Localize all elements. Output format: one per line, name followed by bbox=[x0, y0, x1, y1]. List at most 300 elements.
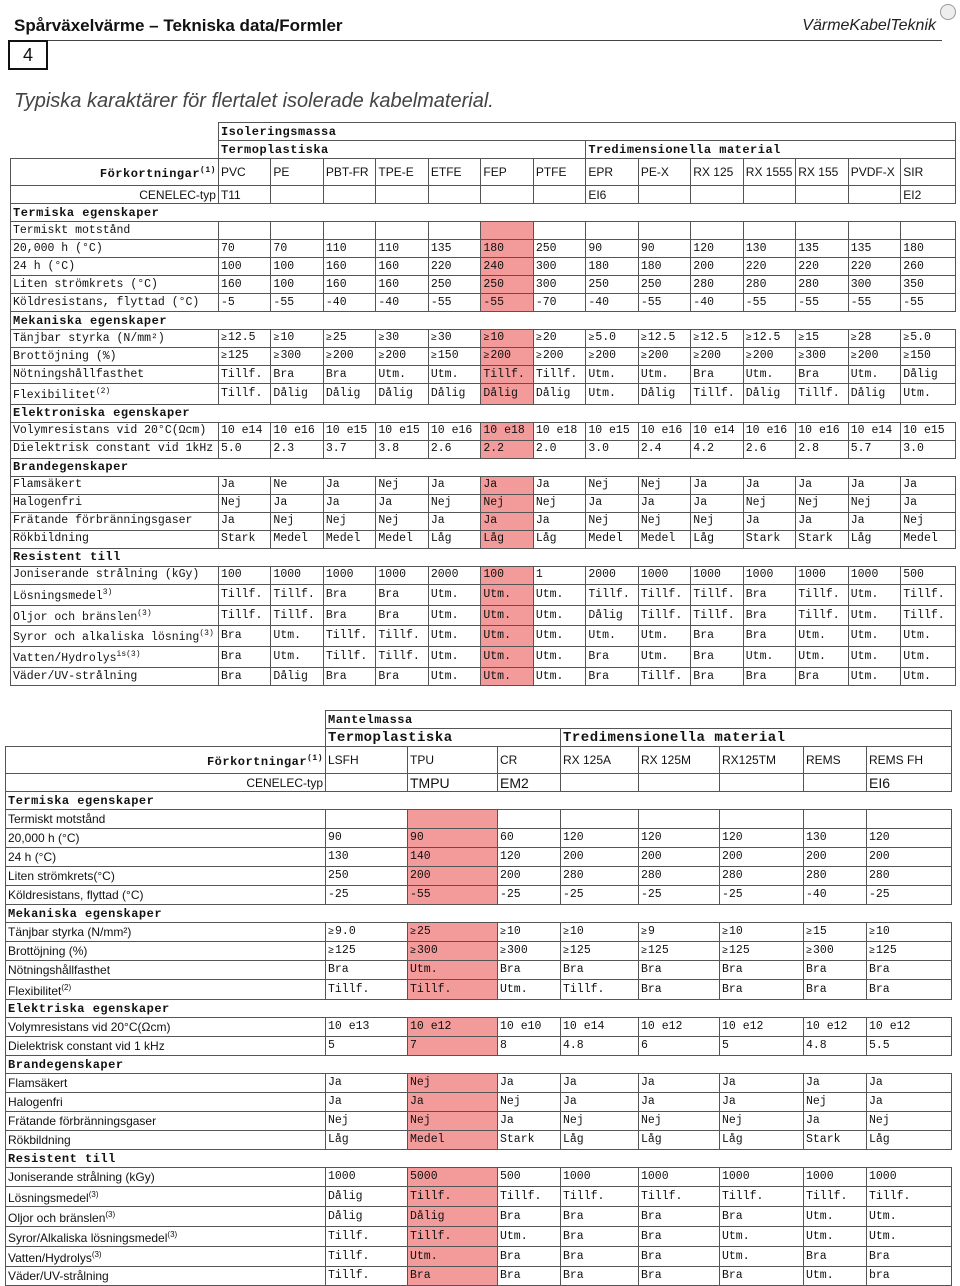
table-cell bbox=[218, 512, 270, 530]
cell-value: 300 bbox=[850, 277, 872, 291]
table-cell bbox=[428, 530, 480, 548]
column-header: RX 125 bbox=[691, 159, 743, 186]
table-cell bbox=[796, 366, 848, 384]
group-header-1: Isoleringsmassa bbox=[218, 123, 955, 141]
cell-value: 10 e16 bbox=[430, 424, 473, 438]
table-cell bbox=[638, 330, 690, 348]
cell-value: 1000 bbox=[806, 1170, 834, 1183]
cell-value: Bra bbox=[325, 608, 347, 622]
row-label bbox=[6, 1227, 326, 1247]
row-label-text: 20,000 h (°C) bbox=[8, 831, 80, 845]
table-cell bbox=[586, 348, 638, 366]
column-header: EPR bbox=[586, 159, 638, 186]
table-cell bbox=[533, 566, 585, 584]
cell-value: 220 bbox=[745, 259, 767, 273]
table-cell bbox=[796, 240, 848, 258]
table-cell bbox=[848, 422, 900, 440]
cell-value: Utm. bbox=[850, 629, 879, 643]
table-cell bbox=[901, 240, 956, 258]
cell-value: 200 bbox=[563, 850, 584, 863]
table-cell bbox=[691, 476, 743, 494]
table-cell bbox=[376, 240, 428, 258]
table-cell bbox=[867, 1187, 952, 1207]
table-cell bbox=[638, 566, 690, 584]
table-cell bbox=[804, 1018, 867, 1037]
cell-value: 2.2 bbox=[483, 442, 505, 456]
table-cell bbox=[796, 476, 848, 494]
table-cell bbox=[326, 1207, 408, 1227]
table-cell bbox=[691, 566, 743, 584]
section-title: Resistent till bbox=[11, 548, 956, 566]
cell-value: 160 bbox=[325, 277, 347, 291]
cell-value: Låg bbox=[869, 1133, 890, 1146]
table-cell bbox=[867, 980, 952, 1000]
table-cell bbox=[481, 605, 533, 626]
table-row bbox=[11, 605, 956, 626]
table-cell bbox=[408, 867, 498, 886]
cell-value: Stark bbox=[798, 532, 833, 546]
table-cell bbox=[271, 366, 323, 384]
table-cell bbox=[638, 222, 690, 240]
table-row bbox=[6, 1207, 952, 1227]
cell-value: Medel bbox=[640, 532, 676, 546]
row-label bbox=[11, 240, 219, 258]
cell-value: 10 e14 bbox=[850, 424, 893, 438]
row-label-text: 24 h (°C) bbox=[13, 259, 76, 273]
cell-value: Bra bbox=[798, 367, 819, 381]
table-cell bbox=[743, 348, 795, 366]
cell-value: Bra bbox=[378, 587, 400, 601]
cell-value: Bra bbox=[273, 367, 295, 381]
cell-value: Tillf. bbox=[869, 1189, 911, 1203]
table-cell bbox=[561, 829, 639, 848]
cell-value: Bra bbox=[806, 982, 827, 996]
table-cell bbox=[561, 961, 639, 980]
cell-value: Låg bbox=[430, 532, 452, 546]
table-cell bbox=[720, 1168, 804, 1187]
cell-value: 280 bbox=[641, 869, 662, 882]
cell-value: 1000 bbox=[693, 568, 721, 582]
table-cell bbox=[326, 1187, 408, 1207]
cell-value: Låg bbox=[850, 532, 872, 546]
cell-value: Utm. bbox=[378, 367, 406, 381]
row-label bbox=[6, 1037, 326, 1056]
table-row bbox=[11, 384, 956, 405]
cell-value: Nej bbox=[563, 1114, 584, 1127]
cell-value: Tillf. bbox=[220, 587, 263, 601]
table-cell bbox=[218, 294, 270, 312]
table-cell bbox=[408, 1168, 498, 1187]
table-cell bbox=[639, 1074, 720, 1093]
table-cell bbox=[271, 626, 323, 647]
table-cell bbox=[271, 512, 323, 530]
cell-value: Bra bbox=[563, 1269, 584, 1282]
table-row bbox=[11, 476, 956, 494]
cell-value: Utm. bbox=[430, 608, 459, 622]
cell-value: Bra bbox=[693, 650, 715, 664]
section-title: Termiska egenskaper bbox=[11, 204, 956, 222]
table-cell bbox=[639, 1093, 720, 1112]
row-label bbox=[11, 222, 219, 240]
table-cell bbox=[326, 961, 408, 980]
table-cell bbox=[639, 867, 720, 886]
group-header-2: Termoplastiska bbox=[218, 141, 585, 159]
cell-value: Bra bbox=[693, 669, 715, 683]
table-cell bbox=[743, 605, 795, 626]
table-cell bbox=[561, 1227, 639, 1247]
cell-value: 280 bbox=[869, 869, 890, 882]
greater-equal-icon: ≥ bbox=[328, 926, 335, 938]
table-cell bbox=[326, 1112, 408, 1131]
cell-value: 300 bbox=[535, 259, 557, 273]
table-row bbox=[11, 330, 956, 348]
cell-value: 180 bbox=[588, 259, 610, 273]
table-cell bbox=[691, 422, 743, 440]
table-cell bbox=[323, 605, 375, 626]
table-cell bbox=[218, 530, 270, 548]
table-cell bbox=[848, 384, 900, 405]
table-cell bbox=[326, 1168, 408, 1187]
cell-value: 120 bbox=[722, 831, 743, 844]
table-cell bbox=[323, 584, 375, 605]
row-label-text: Nötningshållfasthet bbox=[13, 367, 145, 381]
table-row bbox=[6, 923, 952, 942]
row-label bbox=[11, 512, 219, 530]
cell-value: Ja bbox=[220, 478, 235, 492]
cell-value: Utm. bbox=[430, 587, 459, 601]
cell-value: Utm. bbox=[410, 1249, 438, 1263]
greater-equal-icon: ≥ bbox=[430, 333, 437, 344]
table-cell bbox=[743, 294, 795, 312]
table-cell bbox=[408, 942, 498, 961]
cell-value: Bra bbox=[325, 669, 347, 683]
cell-value: Utm. bbox=[850, 650, 879, 664]
table-cell bbox=[561, 923, 639, 942]
table-cell bbox=[271, 668, 323, 686]
cell-value: 180 bbox=[640, 259, 662, 273]
table-cell bbox=[901, 422, 956, 440]
table-cell bbox=[743, 440, 795, 458]
table-cell bbox=[720, 1037, 804, 1056]
table-cell bbox=[408, 1187, 498, 1207]
cell-value: 100 bbox=[273, 259, 295, 273]
table-cell bbox=[901, 566, 956, 584]
row-label-text: Liten strömkrets (°C) bbox=[13, 277, 158, 291]
row-label bbox=[6, 1207, 326, 1227]
table-cell bbox=[638, 626, 690, 647]
table-cell bbox=[720, 1074, 804, 1093]
table-cell bbox=[408, 1207, 498, 1227]
cell-value: Nej bbox=[903, 514, 924, 528]
table-cell bbox=[498, 961, 561, 980]
cell-value: 1000 bbox=[722, 1170, 750, 1183]
cell-value: Nej bbox=[328, 1114, 349, 1127]
table-cell bbox=[323, 366, 375, 384]
cell-value: Stark bbox=[500, 1133, 535, 1146]
cell-value: Bra bbox=[588, 669, 610, 683]
cell-value: Utm. bbox=[535, 608, 564, 622]
table-cell bbox=[498, 1168, 561, 1187]
table-cell bbox=[271, 240, 323, 258]
table-cell bbox=[901, 626, 956, 647]
cell-value: Nej bbox=[798, 496, 819, 510]
table-cell bbox=[218, 276, 270, 294]
cell-value: Medel bbox=[588, 532, 623, 546]
table-cell bbox=[586, 512, 638, 530]
table-cell bbox=[428, 240, 480, 258]
cell-value: Tillf. bbox=[640, 669, 683, 683]
table-cell bbox=[639, 942, 720, 961]
table-cell bbox=[218, 422, 270, 440]
row-label-text: Oljor och bränslen bbox=[8, 1211, 106, 1225]
table-cell bbox=[376, 422, 428, 440]
table-cell bbox=[428, 222, 480, 240]
column-header: FEP bbox=[481, 159, 533, 186]
cell-value: 10 bbox=[876, 924, 890, 938]
cell-value: Bra bbox=[563, 963, 584, 976]
cell-value: Ja bbox=[641, 1095, 655, 1108]
table-cell bbox=[639, 810, 720, 829]
table-cell bbox=[804, 1093, 867, 1112]
table-cell bbox=[533, 647, 585, 668]
table-cell bbox=[481, 366, 533, 384]
cell-value: 125 bbox=[570, 943, 591, 957]
cell-value: -25 bbox=[328, 888, 349, 901]
cell-value: Tillf. bbox=[220, 608, 263, 622]
cell-value: -55 bbox=[903, 295, 924, 309]
cell-value: Ja bbox=[535, 478, 550, 492]
cell-value: 10 e12 bbox=[806, 1020, 848, 1033]
table-cell bbox=[323, 384, 375, 405]
table-cell bbox=[720, 1187, 804, 1207]
column-header: SIR bbox=[901, 159, 956, 186]
table-cell bbox=[376, 566, 428, 584]
greater-equal-icon: ≥ bbox=[806, 926, 813, 938]
greater-equal-icon: ≥ bbox=[588, 333, 595, 344]
table-cell bbox=[901, 647, 956, 668]
cell-value: 10 e16 bbox=[273, 424, 315, 438]
row-label-sup: is(3) bbox=[116, 650, 141, 660]
table-cell bbox=[561, 810, 639, 829]
cenelec-cell: EM2 bbox=[498, 774, 561, 792]
table-cell bbox=[796, 330, 848, 348]
table-cell bbox=[561, 1187, 639, 1207]
row-label bbox=[6, 980, 326, 1000]
table-cell bbox=[796, 348, 848, 366]
cell-value: Dålig bbox=[378, 386, 413, 400]
section-title: Brandegenskaper bbox=[11, 458, 956, 476]
cell-value: Dålig bbox=[483, 386, 518, 400]
cell-value: Utm. bbox=[722, 1229, 750, 1243]
cell-value: Bra bbox=[722, 1209, 743, 1223]
table-cell bbox=[743, 276, 795, 294]
cell-value: Ja bbox=[640, 496, 655, 510]
cell-value: 120 bbox=[500, 850, 521, 863]
cell-value: 300 bbox=[813, 943, 834, 957]
table-cell bbox=[743, 384, 795, 405]
cell-value: Utm. bbox=[410, 963, 438, 976]
table-cell bbox=[720, 1207, 804, 1227]
row-label-text: Volymresistans vid 20°C(Ωcm) bbox=[8, 1020, 171, 1034]
table-cell bbox=[691, 494, 743, 512]
cell-value: 220 bbox=[430, 259, 452, 273]
table-cell bbox=[586, 668, 638, 686]
greater-equal-icon: ≥ bbox=[745, 333, 752, 344]
section-title: Resistent till bbox=[6, 1150, 952, 1168]
table-row bbox=[6, 1168, 952, 1187]
cell-value: 15 bbox=[813, 924, 827, 938]
cell-value: 90 bbox=[588, 241, 603, 255]
cell-value: 12.5 bbox=[700, 331, 728, 344]
table-cell bbox=[498, 1112, 561, 1131]
greater-equal-icon: ≥ bbox=[500, 945, 507, 957]
table-cell bbox=[271, 276, 323, 294]
table-cell bbox=[533, 276, 585, 294]
cell-value: Nej bbox=[693, 514, 715, 528]
group-header-1: Mantelmassa bbox=[326, 711, 952, 729]
greater-equal-icon: ≥ bbox=[220, 333, 227, 344]
table-cell bbox=[498, 1074, 561, 1093]
table-cell bbox=[638, 512, 690, 530]
cell-value: 350 bbox=[903, 277, 924, 291]
cell-value: Utm. bbox=[806, 1209, 834, 1223]
cell-value: Ja bbox=[588, 496, 603, 510]
table-cell bbox=[428, 584, 480, 605]
greater-equal-icon: ≥ bbox=[903, 333, 910, 344]
column-header: PBT-FR bbox=[323, 159, 375, 186]
cell-value: Dålig bbox=[588, 608, 623, 622]
spacer-cell bbox=[11, 123, 219, 141]
table-cell bbox=[586, 605, 638, 626]
table-cell bbox=[498, 886, 561, 905]
cell-value: Nej bbox=[220, 496, 242, 510]
table-cell bbox=[867, 1093, 952, 1112]
table-cell bbox=[638, 647, 690, 668]
table-row bbox=[11, 422, 956, 440]
table-cell bbox=[901, 668, 956, 686]
cell-value: 160 bbox=[220, 277, 242, 291]
table-cell bbox=[271, 494, 323, 512]
table-cell bbox=[796, 512, 848, 530]
document-title: Spårväxelvärme – Tekniska data/Formler bbox=[14, 16, 343, 35]
table-cell bbox=[481, 566, 533, 584]
table-cell bbox=[743, 647, 795, 668]
cell-value: 200 bbox=[332, 349, 354, 362]
table-cell bbox=[638, 366, 690, 384]
table-cell bbox=[218, 240, 270, 258]
cell-value: 10 e12 bbox=[869, 1020, 911, 1033]
table-row bbox=[6, 1227, 952, 1247]
cell-value: Bra bbox=[588, 650, 610, 664]
cell-value: 60 bbox=[500, 831, 514, 844]
row-label-text: Väder/UV-strålning bbox=[13, 669, 138, 683]
cell-value: 200 bbox=[542, 349, 564, 362]
table-cell bbox=[848, 276, 900, 294]
greater-equal-icon: ≥ bbox=[869, 945, 876, 957]
table-cell bbox=[376, 384, 428, 405]
cell-value: 300 bbox=[535, 277, 557, 291]
row-label-text: Rökbildning bbox=[13, 532, 89, 546]
cell-value: Nej bbox=[640, 514, 662, 528]
column-header: CR bbox=[498, 747, 561, 774]
table-cell bbox=[561, 1018, 639, 1037]
table-cell bbox=[901, 366, 956, 384]
greater-equal-icon: ≥ bbox=[328, 945, 335, 957]
table-cell bbox=[271, 584, 323, 605]
table-cell bbox=[586, 384, 638, 405]
cell-value: 240 bbox=[483, 259, 505, 273]
table-cell bbox=[901, 494, 956, 512]
cell-value: Ja bbox=[693, 478, 708, 492]
row-label-text: Termiskt motstånd bbox=[8, 812, 106, 826]
cell-value: 8 bbox=[500, 1039, 507, 1052]
table-cell bbox=[691, 668, 743, 686]
table-cell bbox=[743, 566, 795, 584]
cell-value: Tillf. bbox=[722, 1189, 764, 1203]
cell-value: Tillf. bbox=[378, 629, 420, 643]
row-label bbox=[11, 440, 219, 458]
cell-value: 200 bbox=[595, 349, 617, 362]
cell-value: Tillf. bbox=[641, 1189, 683, 1203]
row-label bbox=[6, 1093, 326, 1112]
table-row bbox=[6, 886, 952, 905]
table-cell bbox=[720, 867, 804, 886]
row-label bbox=[6, 1018, 326, 1037]
cell-value: Bra bbox=[563, 1229, 584, 1243]
table-cell bbox=[561, 942, 639, 961]
cell-value: Bra bbox=[693, 629, 715, 643]
cell-value: Bra bbox=[745, 629, 767, 643]
table-cell bbox=[376, 626, 428, 647]
group-header-3: Tredimensionella material bbox=[561, 729, 952, 747]
cell-value: 7 bbox=[410, 1039, 417, 1052]
cell-value: Låg bbox=[328, 1133, 349, 1146]
cell-value: Utm. bbox=[535, 587, 564, 601]
table-cell bbox=[586, 626, 638, 647]
cell-value: Utm. bbox=[850, 587, 879, 601]
cell-value: Tillf. bbox=[640, 587, 683, 601]
table-cell bbox=[586, 240, 638, 258]
table-cell bbox=[323, 494, 375, 512]
cenelec-cell bbox=[691, 186, 743, 204]
table-cell bbox=[796, 294, 848, 312]
cell-value: Ja bbox=[535, 514, 550, 528]
cell-value: 9 bbox=[648, 924, 655, 938]
greater-equal-icon: ≥ bbox=[325, 351, 332, 362]
table-cell bbox=[691, 512, 743, 530]
table-cell bbox=[428, 258, 480, 276]
table-cell bbox=[848, 330, 900, 348]
table-cell bbox=[323, 440, 375, 458]
table-row bbox=[11, 647, 956, 668]
table-cell bbox=[796, 258, 848, 276]
cell-value: Låg bbox=[535, 532, 557, 546]
table-cell bbox=[867, 1247, 952, 1267]
cell-value: 4.2 bbox=[693, 442, 715, 456]
cenelec-cell: EI6 bbox=[867, 774, 952, 792]
table-cell bbox=[533, 240, 585, 258]
greater-equal-icon: ≥ bbox=[745, 351, 752, 362]
table-cell bbox=[691, 647, 743, 668]
table-cell bbox=[639, 1187, 720, 1207]
row-label-sup: (2) bbox=[95, 387, 111, 396]
table-cell bbox=[271, 330, 323, 348]
cell-value: 130 bbox=[745, 241, 767, 255]
table-cell bbox=[481, 294, 533, 312]
table-cell bbox=[326, 1131, 408, 1150]
table-cell bbox=[586, 494, 638, 512]
cell-value: Utm. bbox=[535, 669, 564, 683]
